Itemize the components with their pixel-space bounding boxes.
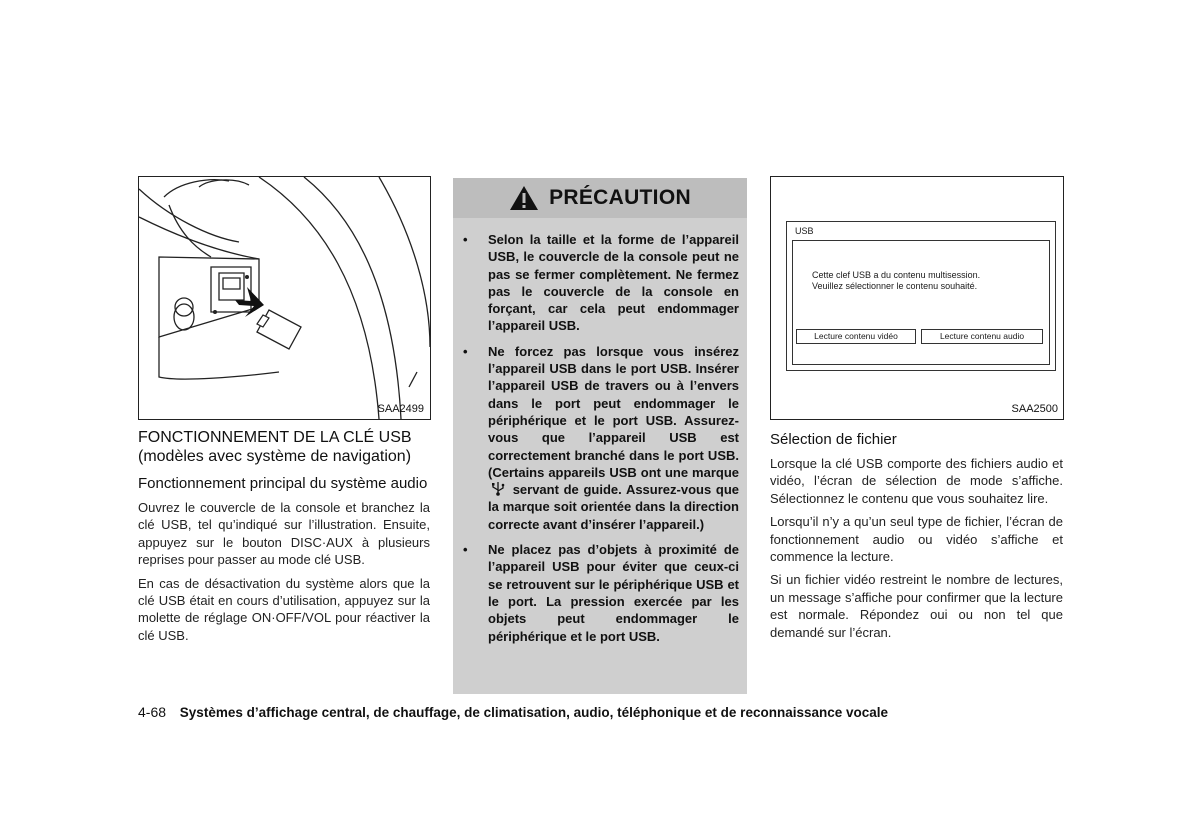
- figure-code: SAA2500: [1011, 403, 1058, 415]
- section-heading: Sélection de fichier: [770, 431, 897, 448]
- usb-console-illustration: [138, 176, 431, 420]
- caution-item-text: Ne forcez pas lorsque vous insérez l’appareil USB dans le port USB. Insérer l’appareil USB de travers ou à l’envers dans le port peut endommager le périphérique et le port USB. Assurez-vous que l’appareil USB est correctement branché dans le port USB. (Certains appareils USB ont une marque: [488, 343, 739, 480]
- caution-item: [463, 541, 739, 645]
- screen-message-line: Veuillez sélectionner le contenu souhaité.: [812, 281, 978, 291]
- screen-title: USB: [795, 226, 814, 236]
- paragraph: Ouvrez le couvercle de la console et branchez la clé USB, tel qu’indiqué sur l’illustration. Ensuite, appuyez sur le bouton DISC·AUX à plusieurs reprises pour passer au mode clé USB.: [138, 500, 430, 568]
- caution-title: PRÉCAUTION: [549, 186, 691, 209]
- page-number: 4-68: [138, 704, 167, 720]
- display-screen: [786, 221, 1056, 371]
- figure-code: SAA2499: [377, 403, 424, 415]
- bullet: •: [463, 232, 468, 247]
- screen-dialog: [792, 240, 1050, 365]
- paragraph: Lorsque la clé USB comporte des fichiers audio et vidéo, l’écran de sélection de mode s’affiche. Sélectionnez le contenu que vous souhaitez lire.: [770, 456, 1063, 506]
- caution-item-text: Selon la taille et la forme de l’appareil USB, le couvercle de la console peut ne pas se fermer complètement. Ne fermez pas le couvercle de la console en forçant, car cela peut endommager l’appareil USB.: [488, 232, 739, 334]
- caution-item-text: Ne placez pas d’objets à proximité de l’appareil USB pour éviter que ceux-ci se retrouvent sur le périphérique USB et le port. La pression exercée par les objets peut endommager le périphérique et le port USB.: [488, 542, 739, 644]
- caution-list: [463, 231, 739, 653]
- screen-message: [812, 270, 980, 292]
- screen-message-line: Cette clef USB a du contenu multisession.: [812, 270, 981, 280]
- caution-item-text-tail: servant de guide. Assurez-vous que la marque soit orientée dans la direction correcte avant d’insérer l’appareil.): [488, 482, 739, 532]
- paragraph: Lorsqu’il n’y a qu’un seul type de fichier, l’écran de fonctionnement audio ou vidéo s’affiche et commence la lecture.: [770, 514, 1063, 565]
- left-text-column: [138, 428, 430, 644]
- play-video-button[interactable]: Lecture contenu vidéo: [796, 329, 916, 344]
- usb-stick-icon: [257, 310, 301, 349]
- bullet: •: [463, 343, 468, 359]
- page-footer: [138, 704, 888, 720]
- subheading: Fonctionnement principal du système audio: [138, 475, 428, 492]
- paragraph: Si un fichier vidéo restreint le nombre de lectures, un message s’affiche pour confirmer que la lecture est normale. Répondez oui ou non tel que demandé sur l’écran.: [770, 572, 1063, 640]
- right-text-column: [770, 431, 1063, 641]
- caution-item: [463, 231, 739, 335]
- bullet: •: [463, 542, 468, 558]
- console-drawing: [139, 177, 430, 419]
- caution-box: [453, 178, 747, 694]
- warning-triangle-icon: [509, 185, 539, 211]
- play-audio-button[interactable]: Lecture contenu audio: [921, 329, 1043, 344]
- paragraph: En cas de désactivation du système alors que la clé USB était en cours d’utilisation, appuyez sur la molette de réglage ON·OFF/VOL pour réactiver la clé USB.: [138, 575, 430, 643]
- caution-header: [453, 178, 747, 218]
- section-heading-subtitle: (modèles avec système de navigation): [138, 448, 412, 465]
- caution-item: [463, 343, 739, 533]
- usb-symbol-icon: [491, 481, 505, 496]
- section-heading: FONCTIONNEMENT DE LA CLÉ USB: [138, 429, 412, 446]
- usb-screen-illustration: [770, 176, 1064, 420]
- footer-title: Systèmes d’affichage central, de chauffage, de climatisation, audio, téléphonique et de reconnaissance vocale: [179, 705, 889, 720]
